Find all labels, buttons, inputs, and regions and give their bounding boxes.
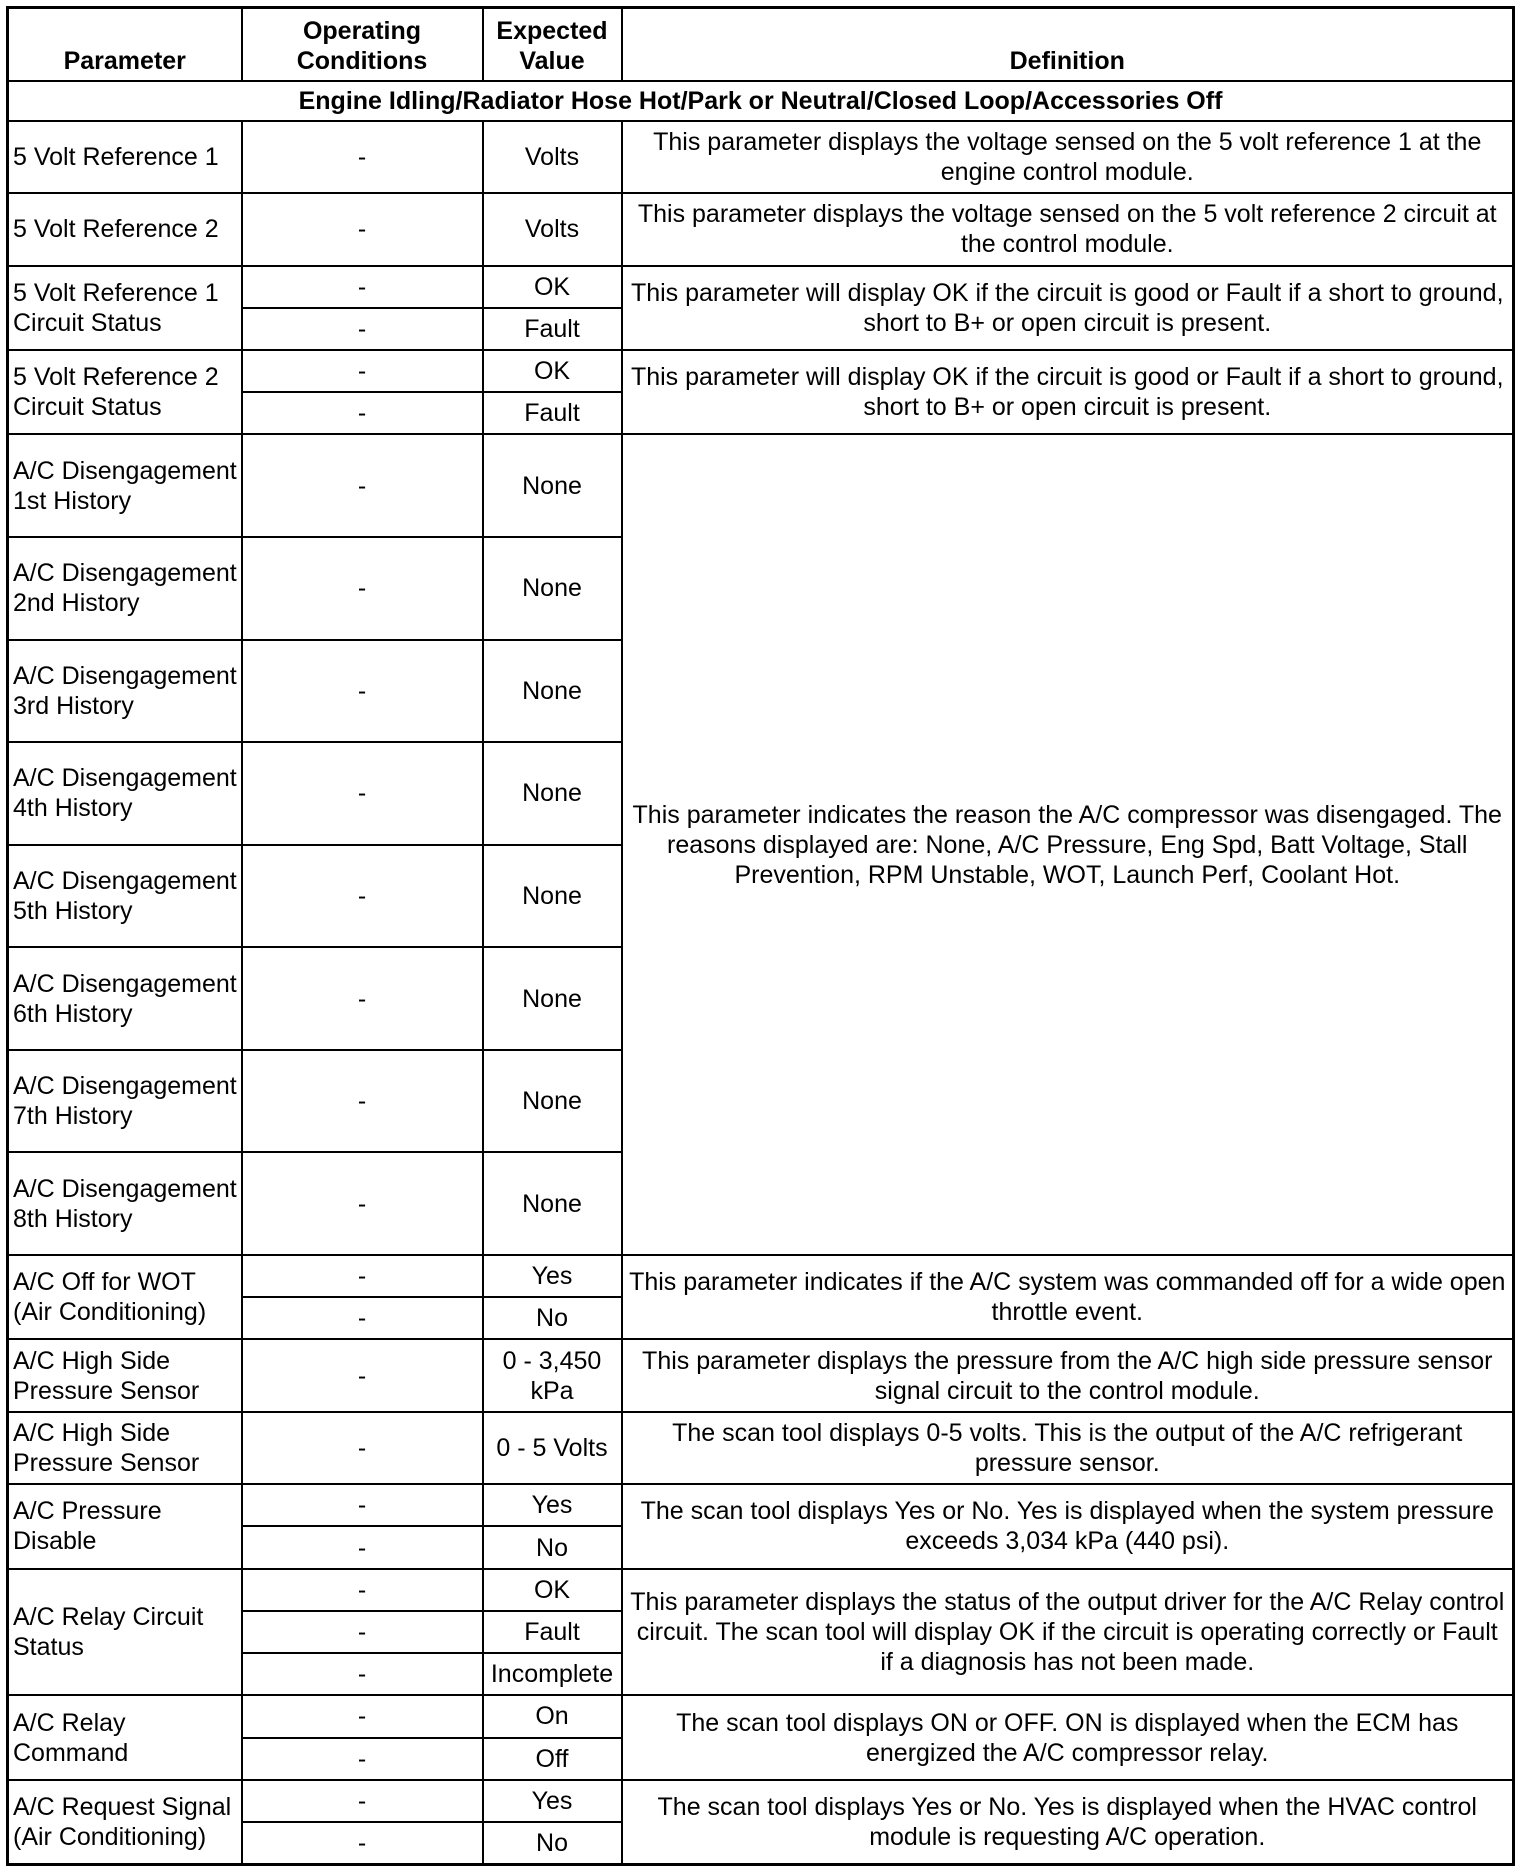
expected-value: Yes: [483, 1780, 622, 1822]
parameter-name: 5 Volt Reference 2: [8, 193, 242, 265]
expected-value: Volts: [483, 193, 622, 265]
expected-value: None: [483, 640, 622, 743]
section-conditions: Engine Idling/Radiator Hose Hot/Park or Neutral/Closed Loop/Accessories Off: [8, 81, 1514, 121]
definition-text: This parameter displays the voltage sensed on the 5 volt reference 1 at the engine control module.: [622, 121, 1514, 193]
operating-condition: -: [242, 392, 483, 434]
expected-value: None: [483, 1050, 622, 1153]
expected-value: 0 - 3,450 kPa: [483, 1339, 622, 1411]
parameter-name: A/C Pressure Disable: [8, 1484, 242, 1568]
parameter-table: [6, 6, 1515, 1866]
parameter-name: A/C Off for WOT (Air Conditioning): [8, 1255, 242, 1339]
expected-value: Fault: [483, 1611, 622, 1653]
header-definition: Definition: [622, 8, 1514, 81]
parameter-name: A/C Relay Circuit Status: [8, 1569, 242, 1696]
operating-condition: -: [242, 537, 483, 640]
expected-value: Fault: [483, 392, 622, 434]
table-row: [8, 1339, 1514, 1411]
table-row: [8, 1484, 1514, 1526]
expected-value: No: [483, 1526, 622, 1568]
operating-condition: -: [242, 121, 483, 193]
parameter-name: A/C Relay Command: [8, 1695, 242, 1779]
expected-value: None: [483, 1152, 622, 1255]
operating-condition: -: [242, 1412, 483, 1484]
table-row: [8, 121, 1514, 193]
header-operating-conditions: Operating Conditions: [242, 8, 483, 81]
expected-value: None: [483, 537, 622, 640]
header-parameter: Parameter: [8, 8, 242, 81]
parameter-name: 5 Volt Reference 1: [8, 121, 242, 193]
definition-text: This parameter displays the voltage sensed on the 5 volt reference 2 circuit at the control module.: [622, 193, 1514, 265]
operating-condition: -: [242, 308, 483, 350]
operating-condition: -: [242, 1780, 483, 1822]
definition-text: The scan tool displays ON or OFF. ON is displayed when the ECM has energized the A/C compressor relay.: [622, 1695, 1514, 1779]
expected-value: Off: [483, 1738, 622, 1780]
operating-condition: -: [242, 1152, 483, 1255]
parameter-name: A/C Disengagement 8th History: [8, 1152, 242, 1255]
table-row: [8, 434, 1514, 537]
expected-value: Yes: [483, 1255, 622, 1297]
table-row: [8, 350, 1514, 392]
expected-value: Yes: [483, 1484, 622, 1526]
parameter-name: A/C Disengagement 5th History: [8, 845, 242, 948]
operating-condition: -: [242, 845, 483, 948]
operating-condition: -: [242, 1526, 483, 1568]
expected-value: None: [483, 434, 622, 537]
parameter-name: A/C Disengagement 3rd History: [8, 640, 242, 743]
definition-text: This parameter displays the status of the output driver for the A/C Relay control circuit. The scan tool will display OK if the circuit is operating correctly or Fault if a diagnosis has not been made.: [622, 1569, 1514, 1696]
expected-value: Volts: [483, 121, 622, 193]
definition-text: The scan tool displays 0-5 volts. This is the output of the A/C refrigerant pressure sensor.: [622, 1412, 1514, 1484]
table-row: [8, 193, 1514, 265]
parameter-name: A/C Disengagement 6th History: [8, 947, 242, 1050]
operating-condition: -: [242, 350, 483, 392]
parameter-name: A/C High Side Pressure Sensor: [8, 1339, 242, 1411]
expected-value: None: [483, 845, 622, 948]
operating-condition: -: [242, 1822, 483, 1864]
operating-condition: -: [242, 1695, 483, 1737]
definition-text: This parameter displays the pressure from the A/C high side pressure sensor signal circuit to the control module.: [622, 1339, 1514, 1411]
operating-condition: -: [242, 1653, 483, 1695]
expected-value: Incomplete: [483, 1653, 622, 1695]
expected-value: OK: [483, 350, 622, 392]
parameter-name: A/C Disengagement 7th History: [8, 1050, 242, 1153]
parameter-name: A/C Request Signal (Air Conditioning): [8, 1780, 242, 1865]
table-row: [8, 1695, 1514, 1737]
parameter-name: 5 Volt Reference 2 Circuit Status: [8, 350, 242, 434]
expected-value: None: [483, 947, 622, 1050]
expected-value: No: [483, 1822, 622, 1864]
expected-value: No: [483, 1297, 622, 1339]
operating-condition: -: [242, 1255, 483, 1297]
definition-text: This parameter will display OK if the circuit is good or Fault if a short to ground, short to B+ or open circuit is present.: [622, 350, 1514, 434]
operating-condition: -: [242, 742, 483, 845]
parameter-name: A/C Disengagement 1st History: [8, 434, 242, 537]
operating-condition: -: [242, 1297, 483, 1339]
operating-condition: -: [242, 947, 483, 1050]
operating-condition: -: [242, 1050, 483, 1153]
operating-condition: -: [242, 266, 483, 308]
expected-value: OK: [483, 1569, 622, 1611]
table-row: [8, 1412, 1514, 1484]
table-row: [8, 1255, 1514, 1297]
table-row: [8, 266, 1514, 308]
expected-value: None: [483, 742, 622, 845]
expected-value: Fault: [483, 308, 622, 350]
expected-value: 0 - 5 Volts: [483, 1412, 622, 1484]
definition-text: The scan tool displays Yes or No. Yes is displayed when the HVAC control module is requesting A/C operation.: [622, 1780, 1514, 1865]
definition-text: This parameter indicates the reason the A/C compressor was disengaged. The reasons displayed are: None, A/C Pressure, Eng Spd, Batt Voltage, Stall Prevention, RPM Unstable, WOT, Launch Perf, Coolant Hot.: [622, 434, 1514, 1255]
operating-condition: -: [242, 1738, 483, 1780]
operating-condition: -: [242, 193, 483, 265]
parameter-name: A/C Disengagement 4th History: [8, 742, 242, 845]
header-expected-value: Expected Value: [483, 8, 622, 81]
operating-condition: -: [242, 1611, 483, 1653]
table-row: [8, 1780, 1514, 1822]
expected-value: On: [483, 1695, 622, 1737]
operating-condition: -: [242, 640, 483, 743]
definition-text: This parameter indicates if the A/C system was commanded off for a wide open throttle event.: [622, 1255, 1514, 1339]
table-row: [8, 1569, 1514, 1611]
definition-text: This parameter will display OK if the circuit is good or Fault if a short to ground, short to B+ or open circuit is present.: [622, 266, 1514, 350]
operating-condition: -: [242, 434, 483, 537]
parameter-name: A/C High Side Pressure Sensor: [8, 1412, 242, 1484]
parameter-name: A/C Disengagement 2nd History: [8, 537, 242, 640]
definition-text: The scan tool displays Yes or No. Yes is displayed when the system pressure exceeds 3,034 kPa (440 psi).: [622, 1484, 1514, 1568]
operating-condition: -: [242, 1339, 483, 1411]
expected-value: OK: [483, 266, 622, 308]
parameter-name: 5 Volt Reference 1 Circuit Status: [8, 266, 242, 350]
operating-condition: -: [242, 1484, 483, 1526]
operating-condition: -: [242, 1569, 483, 1611]
